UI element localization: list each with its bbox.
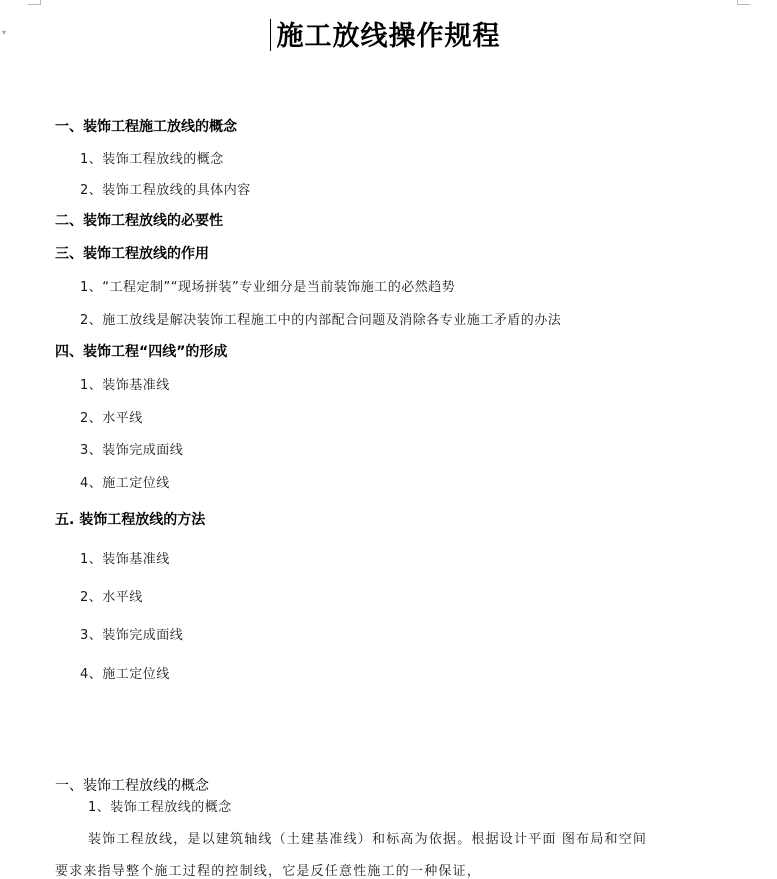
body-paragraph-line-2[interactable]: 要求来指导整个施工过程的控制线，它是反任意性施工的一种保证，	[55, 864, 482, 879]
outline-heading-3[interactable]: 三、装饰工程放线的作用	[55, 246, 209, 262]
outline-item-5-3[interactable]: 3、装饰完成面线	[80, 628, 184, 643]
text-cursor	[270, 19, 271, 51]
outline-item-4-1[interactable]: 1、装饰基准线	[80, 378, 170, 393]
body-subheading[interactable]: 1、装饰工程放线的概念	[88, 800, 232, 815]
body-heading[interactable]: 一、装饰工程放线的概念	[55, 778, 209, 794]
outline-item-3-1[interactable]: 1、“工程定制”“现场拼装”专业细分是当前装饰施工的必然趋势	[80, 280, 456, 295]
outline-item-4-4[interactable]: 4、施工定位线	[80, 476, 170, 491]
outline-item-5-2[interactable]: 2、水平线	[80, 590, 143, 605]
outline-item-4-2[interactable]: 2、水平线	[80, 411, 143, 426]
outline-item-1-1[interactable]: 1、装饰工程放线的概念	[80, 152, 224, 167]
body-paragraph-line-1[interactable]: 装饰工程放线，是以建筑轴线（土建基准线）和标高为依据。根据设计平面 图布局和空间	[88, 832, 648, 847]
outline-heading-2[interactable]: 二、装饰工程放线的必要性	[55, 213, 223, 229]
outline-item-5-1[interactable]: 1、装饰基准线	[80, 552, 170, 567]
outline-item-3-2[interactable]: 2、施工放线是解决装饰工程施工中的内部配合问题及消除各专业施工矛盾的办法	[80, 313, 562, 328]
outline-heading-5[interactable]: 五. 装饰工程放线的方法	[55, 512, 206, 528]
outline-item-4-3[interactable]: 3、装饰完成面线	[80, 443, 184, 458]
outline-item-1-2[interactable]: 2、装饰工程放线的具体内容	[80, 183, 251, 198]
outline-item-5-4[interactable]: 4、施工定位线	[80, 667, 170, 682]
collapse-arrow-icon[interactable]: ▾	[2, 28, 7, 37]
page-corner-mark-left	[28, 0, 41, 5]
outline-heading-4[interactable]: 四、装饰工程“四线”的形成	[55, 344, 228, 360]
page-corner-mark-right	[737, 0, 750, 5]
outline-heading-1[interactable]: 一、装饰工程施工放线的概念	[55, 119, 237, 135]
document-title[interactable]: 施工放线操作规程	[276, 21, 501, 52]
